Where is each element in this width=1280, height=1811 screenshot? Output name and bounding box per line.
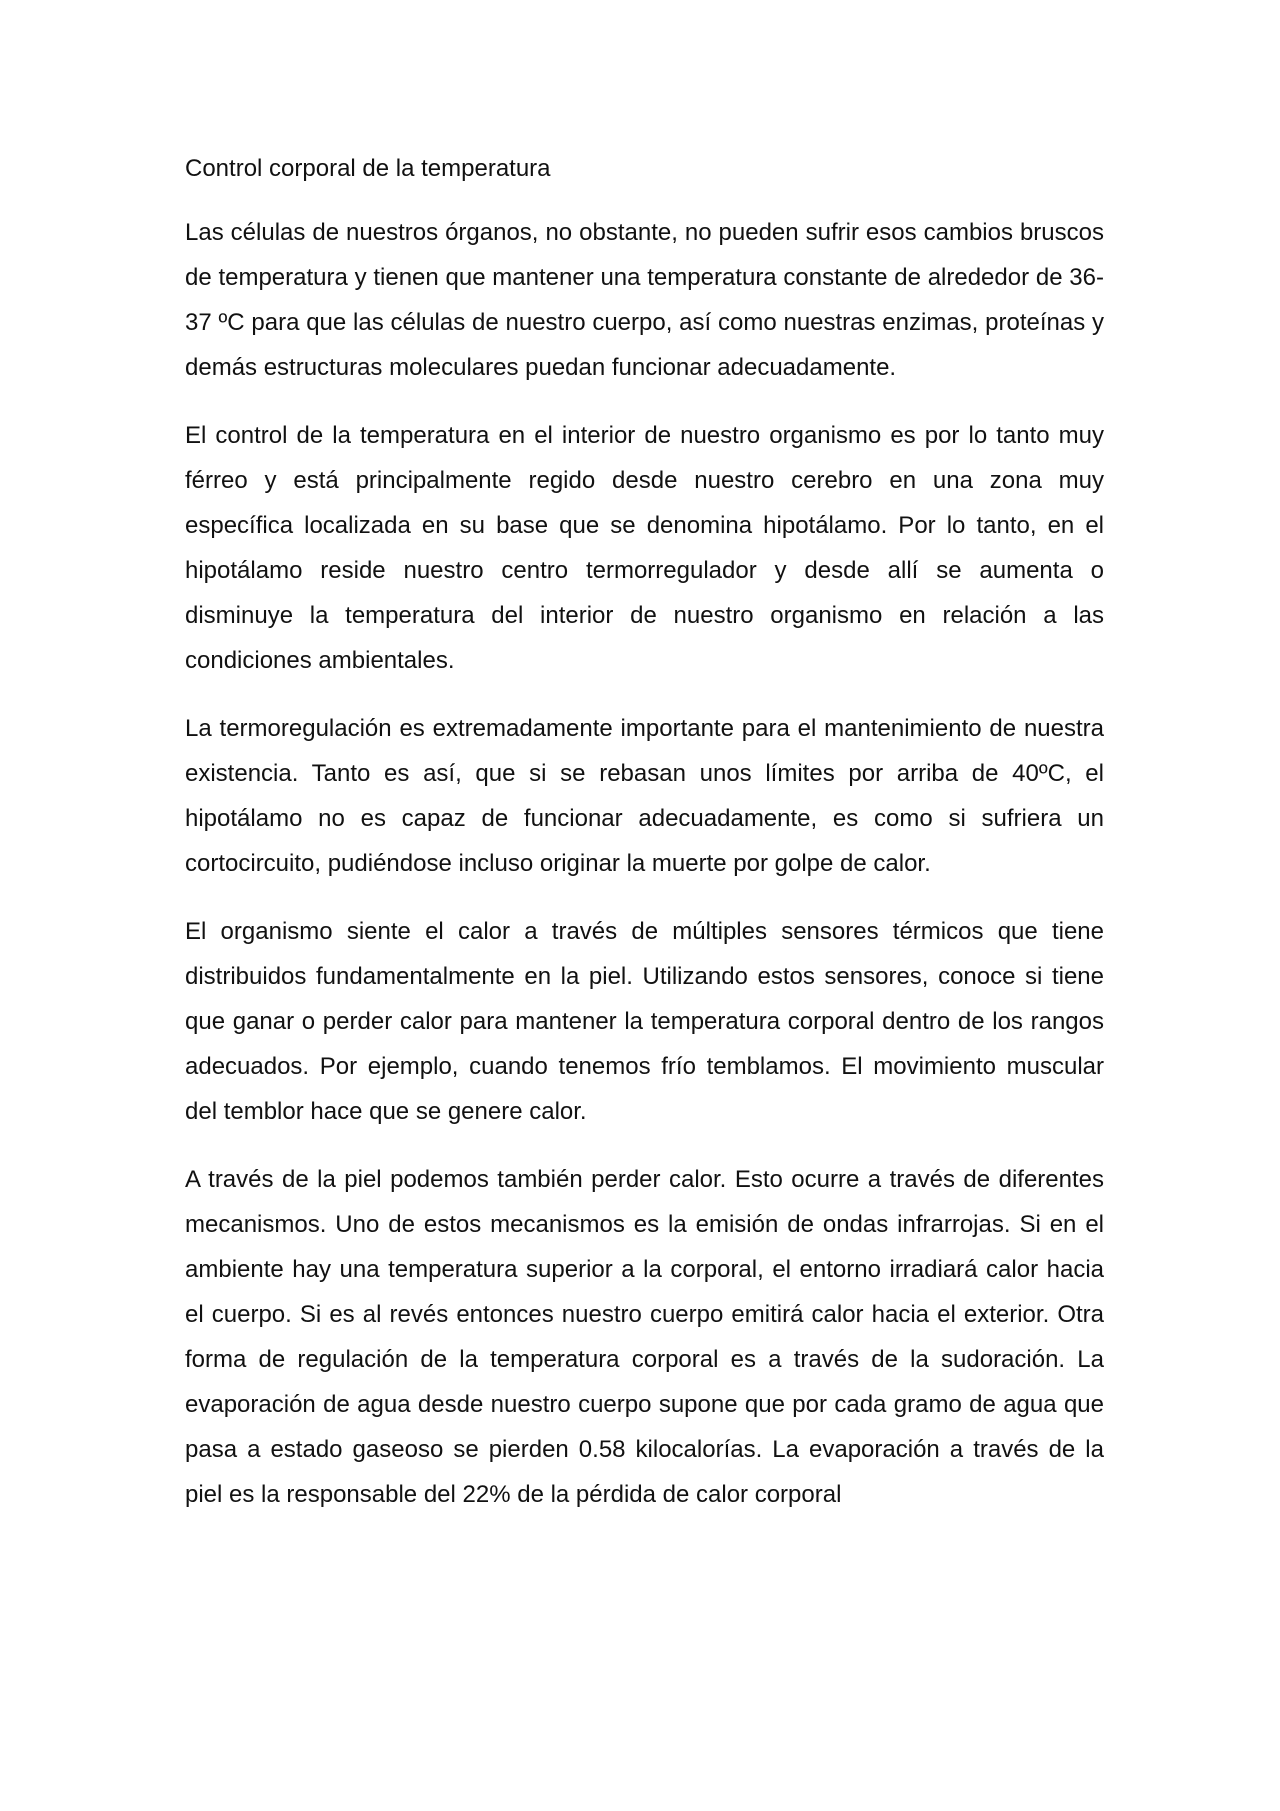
paragraph-cell-temperature: Las células de nuestros órganos, no obstante, no pueden sufrir esos cambios bruscos de temperatura y tienen que mantener una temperatura constante de alrededor de 36-37 ºC para que las células de nuestro cuerpo, así como nuestras enzimas, proteínas y demás estructuras moleculares puedan funcionar adecuadamente. xyxy=(185,219,1104,381)
paragraph-hypothalamus-control: El control de la temperatura en el interior de nuestro organismo es por lo tanto muy férreo y está principalmente regido desde nuestro cerebro en una zona muy específica localizada en su base que se denomina hipotálamo. Por lo tanto, en el hipotálamo reside nuestro centro termorregulador y desde allí se aumenta o disminuye la temperatura del interior de nuestro organismo en relación a las condiciones ambientales. xyxy=(185,422,1104,674)
paragraph-heat-sensors: El organismo siente el calor a través de múltiples sensores térmicos que tiene distribuidos fundamentalmente en la piel. Utilizando estos sensores, conoce si tiene que ganar o perder calor para mantener la temperatura corporal dentro de los rangos adecuados. Por ejemplo, cuando tenemos frío temblamos. El movimiento muscular del temblor hace que se genere calor. xyxy=(185,918,1104,1125)
document-body xyxy=(185,148,1104,1540)
document-title: Control corporal de la temperatura xyxy=(185,155,551,182)
paragraph-thermoregulation-importance: La termoregulación es extremadamente importante para el mantenimiento de nuestra existencia. Tanto es así, que si se rebasan unos límites por arriba de 40ºC, el hipotálamo no es capaz de funcionar adecuadamente, es como si sufriera un cortocircuito, pudiéndose incluso originar la muerte por golpe de calor. xyxy=(185,715,1104,877)
paragraph-heat-loss: A través de la piel podemos también perder calor. Esto ocurre a través de diferentes mecanismos. Uno de estos mecanismos es la emisión de ondas infrarrojas. Si en el ambiente hay una temperatura superior a la corporal, el entorno irradiará calor hacia el cuerpo. Si es al revés entonces nuestro cuerpo emitirá calor hacia el exterior. Otra forma de regulación de la temperatura corporal es a través de la sudoración. La evaporación de agua desde nuestro cuerpo supone que por cada gramo de agua que pasa a estado gaseoso se pierden 0.58 kilocalorías. La evaporación a través de la piel es la responsable del 22% de la pérdida de calor corporal xyxy=(185,1166,1104,1508)
